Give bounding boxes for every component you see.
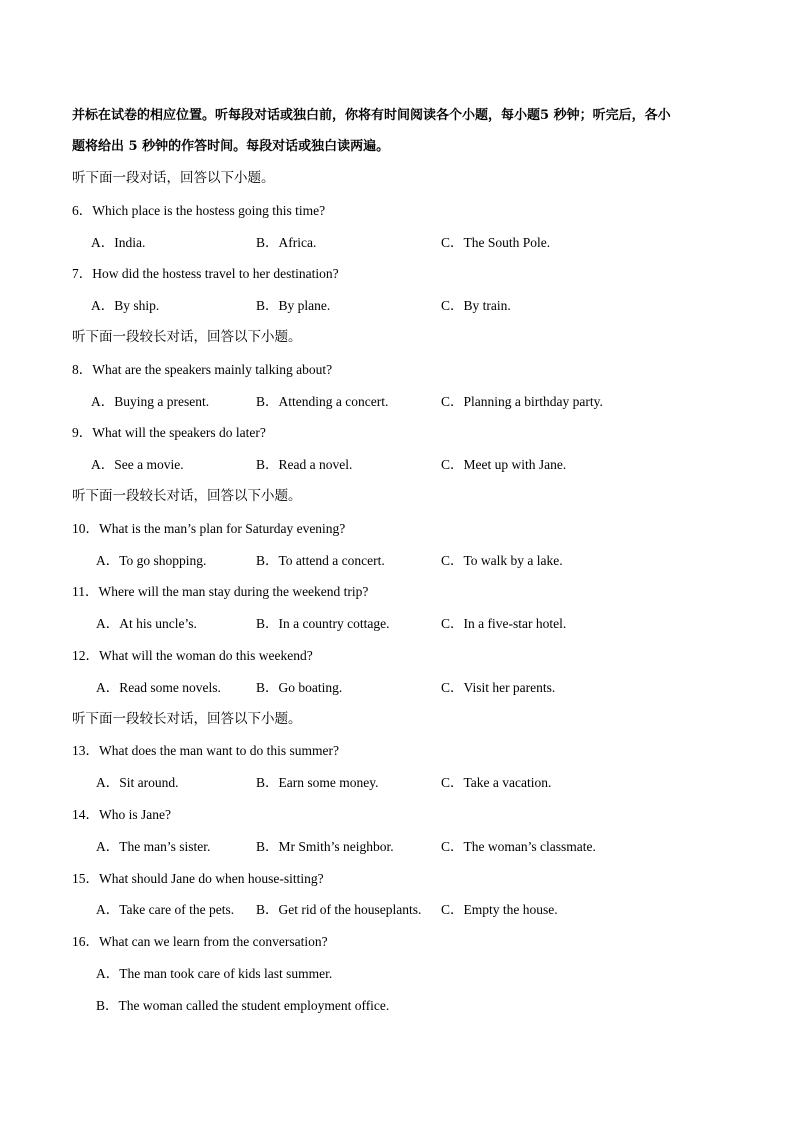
- question-14-option-b: B．Mr Smith’s neighbor.: [256, 839, 394, 854]
- question-11-option-a: A．At his uncle’s.: [96, 616, 197, 631]
- question-9-option-b: B．Read a novel.: [256, 457, 353, 472]
- question-8-option-c: C．Planning a birthday party.: [441, 394, 603, 409]
- question-9: 9．What will the speakers do later?: [72, 425, 266, 440]
- question-13-option-b: B．Earn some money.: [256, 775, 379, 790]
- question-8-option-b: B．Attending a concert.: [256, 394, 389, 409]
- question-10-option-b: B．To attend a concert.: [256, 553, 385, 568]
- section-heading-4: 听下面一段较长对话，回答以下小题。: [72, 711, 302, 727]
- question-15-option-a: A．Take care of the pets.: [96, 902, 235, 917]
- question-10-option-a: A．To go shopping.: [96, 553, 207, 568]
- question-13-option-c: C．Take a vacation.: [441, 775, 552, 790]
- question-11-option-b: B．In a country cottage.: [256, 616, 390, 631]
- question-16-option-b: B．The woman called the student employment office.: [96, 998, 390, 1013]
- question-7-option-b: B．By plane.: [256, 298, 331, 313]
- intro-line-2: 题将给出 5 秒钟的作答时间。每段对话或独白读两遍。: [72, 139, 390, 154]
- question-15: 15．What should Jane do when house-sitting?: [72, 871, 324, 886]
- question-6-option-c: C．The South Pole.: [441, 235, 551, 250]
- question-11-option-c: C．In a five-star hotel.: [441, 616, 567, 631]
- question-11: 11．Where will the man stay during the weekend trip?: [72, 584, 369, 599]
- question-12: 12．What will the woman do this weekend?: [72, 648, 313, 663]
- question-8-option-a: A．Buying a present.: [91, 394, 210, 409]
- question-9-option-c: C．Meet up with Jane.: [441, 457, 567, 472]
- question-12-option-b: B．Go boating.: [256, 680, 343, 695]
- question-15-option-c: C．Empty the house.: [441, 902, 558, 917]
- question-16: 16．What can we learn from the conversation?: [72, 934, 328, 949]
- question-13: 13．What does the man want to do this summer?: [72, 743, 339, 758]
- question-9-option-a: A．See a movie.: [91, 457, 184, 472]
- question-6-option-a: A．India.: [91, 235, 146, 250]
- question-10-option-c: C．To walk by a lake.: [441, 553, 563, 568]
- question-7-option-c: C．By train.: [441, 298, 511, 313]
- question-14-option-a: A．The man’s sister.: [96, 839, 211, 854]
- intro-line-1: 并标在试卷的相应位置。听每段对话或独白前，你将有时间阅读各个小题，每小题5 秒钟；听完后，各小: [72, 108, 671, 123]
- question-14-option-c: C．The woman’s classmate.: [441, 839, 596, 854]
- section-heading-1: 听下面一段对话，回答以下小题。: [72, 170, 275, 186]
- question-14: 14．Who is Jane?: [72, 807, 171, 822]
- question-6: 6．Which place is the hostess going this time?: [72, 203, 326, 218]
- question-13-option-a: A．Sit around.: [96, 775, 179, 790]
- question-8: 8．What are the speakers mainly talking about?: [72, 362, 333, 377]
- question-16-option-a: A．The man took care of kids last summer.: [96, 966, 333, 981]
- question-12-option-a: A．Read some novels.: [96, 680, 221, 695]
- question-6-option-b: B．Africa.: [256, 235, 317, 250]
- question-7: 7．How did the hostess travel to her destination?: [72, 266, 339, 281]
- question-10: 10．What is the man’s plan for Saturday evening?: [72, 521, 346, 536]
- section-heading-3: 听下面一段较长对话，回答以下小题。: [72, 488, 302, 504]
- question-12-option-c: C．Visit her parents.: [441, 680, 556, 695]
- section-heading-2: 听下面一段较长对话，回答以下小题。: [72, 329, 302, 345]
- question-7-option-a: A．By ship.: [91, 298, 160, 313]
- question-15-option-b: B．Get rid of the houseplants.: [256, 902, 422, 917]
